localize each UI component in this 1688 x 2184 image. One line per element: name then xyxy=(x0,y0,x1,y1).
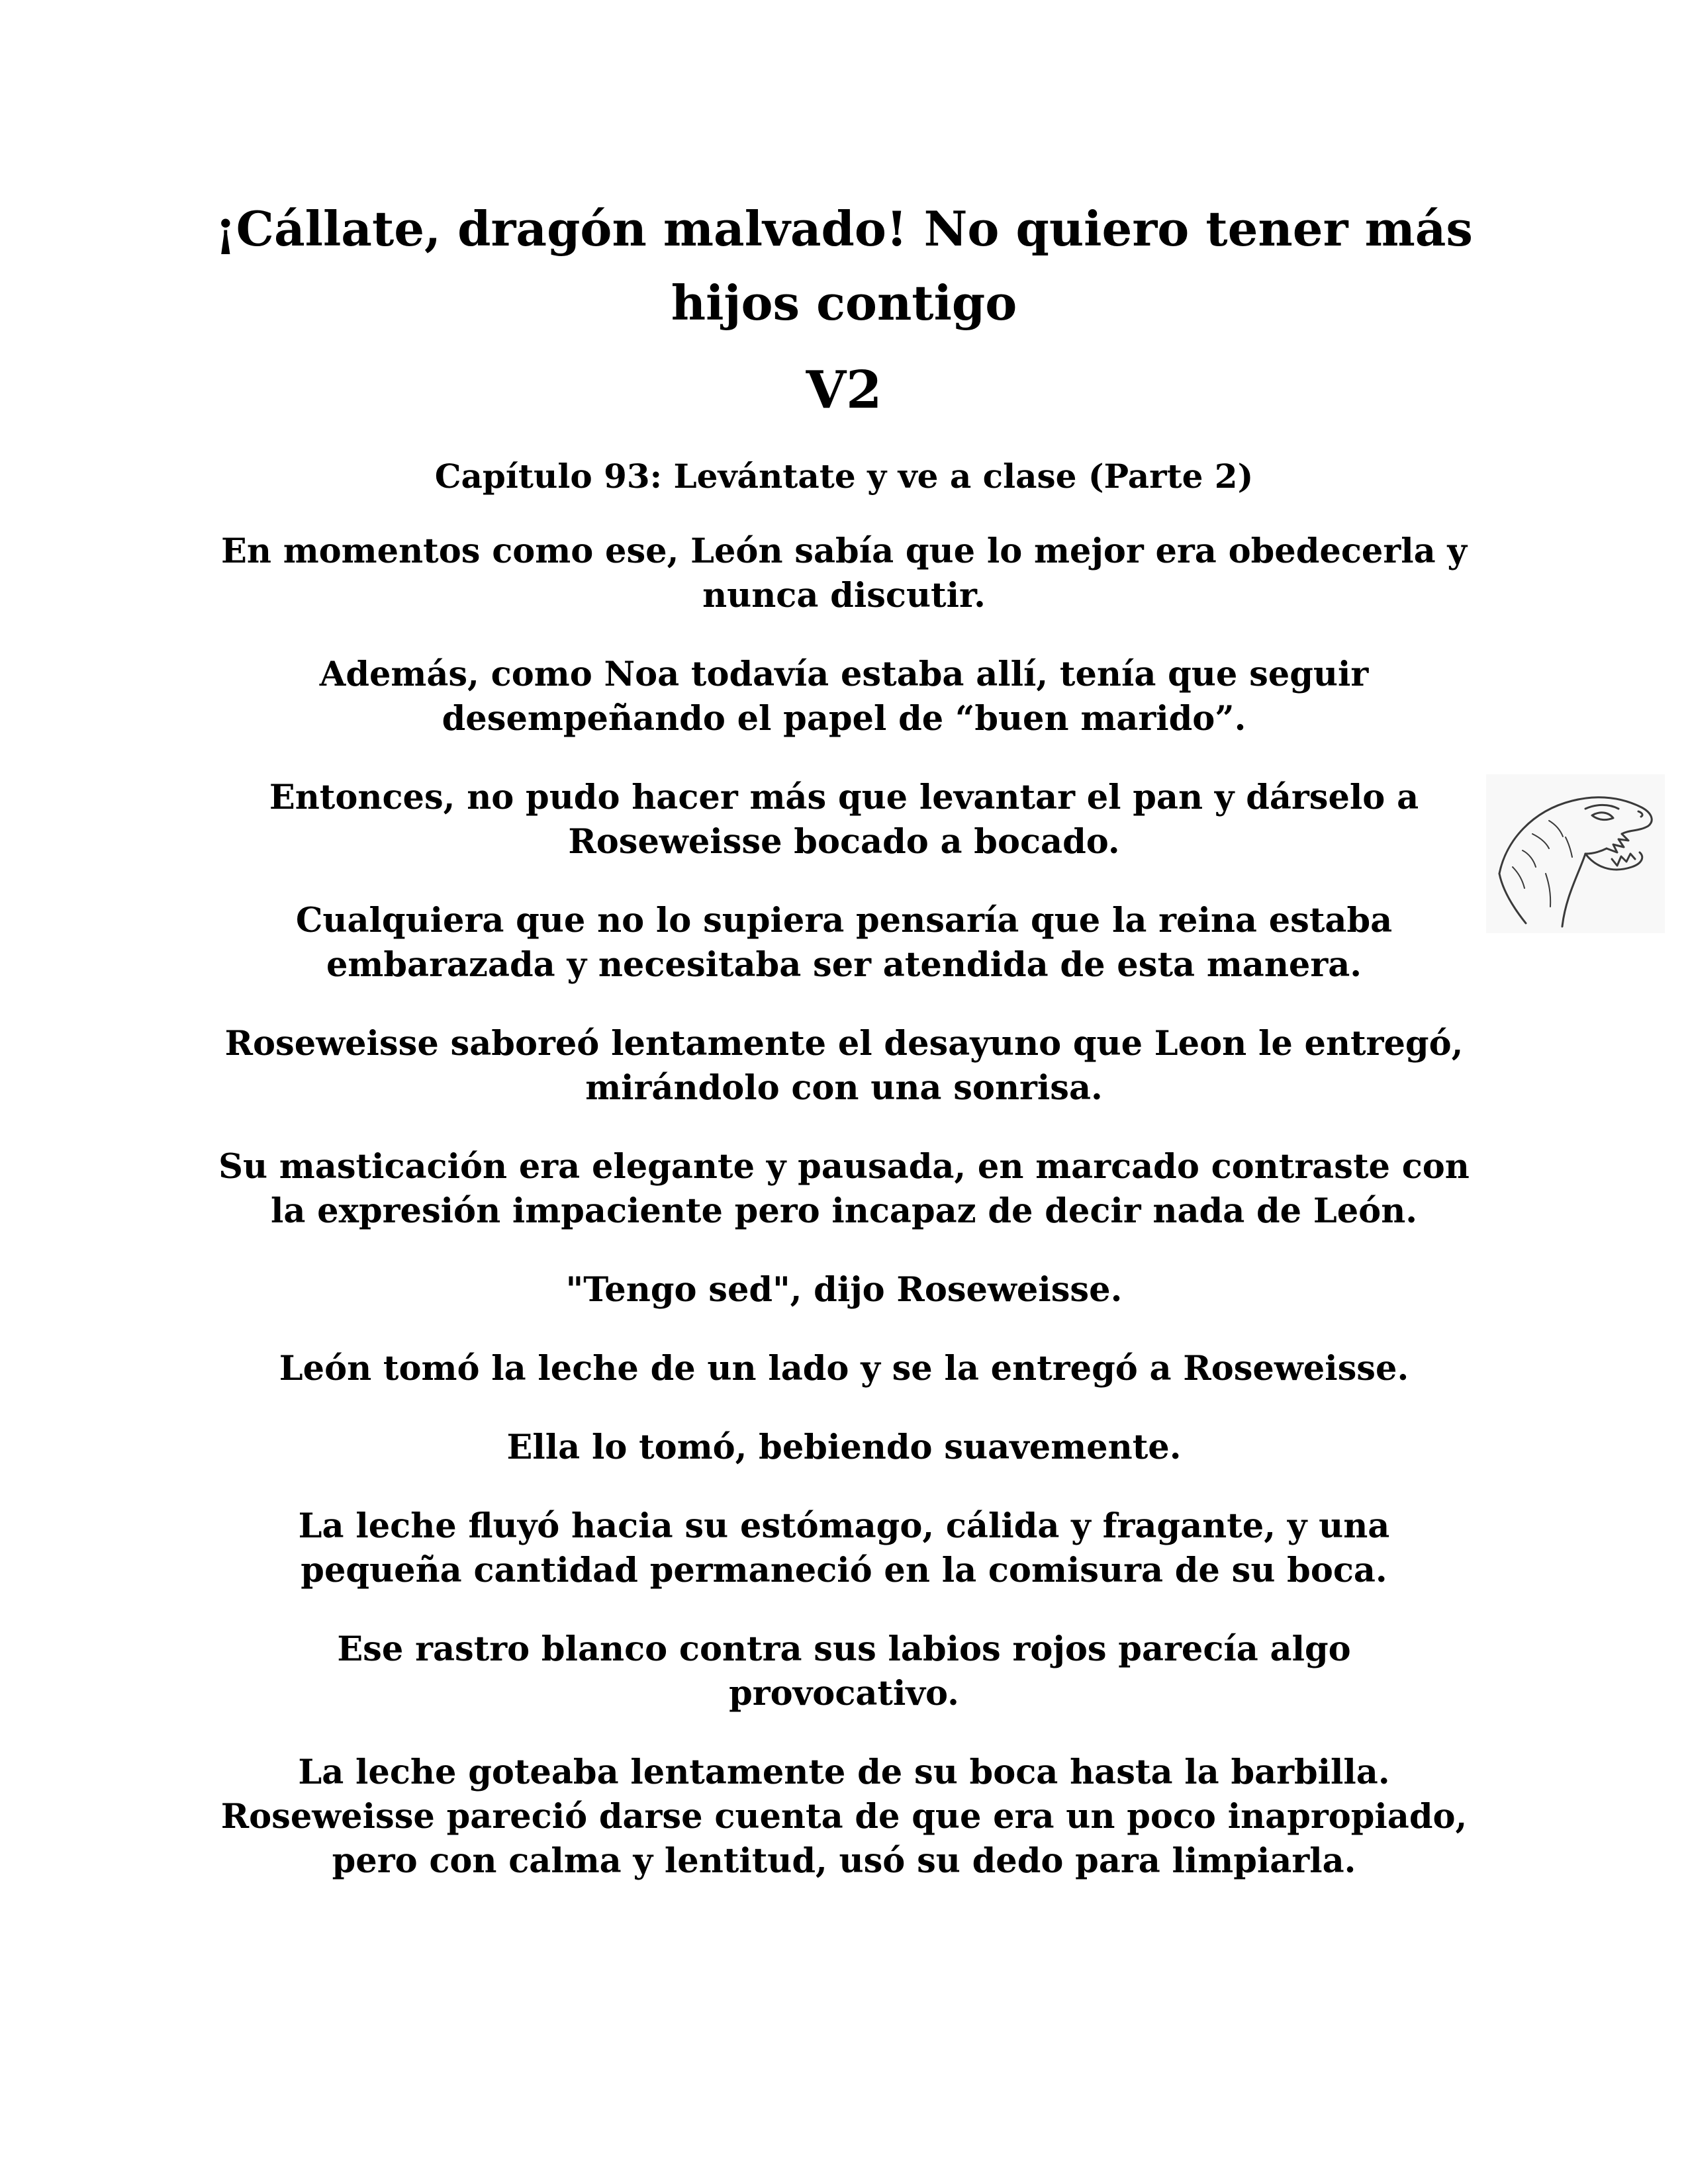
paragraph: Roseweisse saboreó lentamente el desayuno que Leon le entregó, mirándolo con una sonrisa. xyxy=(224,1024,1464,1108)
paragraph: La leche goteaba lentamente de su boca hasta la barbilla. Roseweisse pareció darse cuenta de que era un poco inapropiado, pero con calma y lentitud, usó su dedo para limpiarla. xyxy=(220,1752,1468,1881)
paragraph: Cualquiera que no lo supiera pensaría que la reina estaba embarazada y necesitaba ser atendida de esta manera. xyxy=(295,901,1393,985)
paragraph: "Tengo sed", dijo Roseweisse. xyxy=(565,1270,1123,1310)
dragon-head-sketch-icon xyxy=(1486,774,1665,933)
volume-label: V2 xyxy=(806,360,882,420)
paragraph: Entonces, no pudo hacer más que levantar el pan y dárselo a Roseweisse bocado a bocado. xyxy=(269,778,1419,862)
paragraph: La leche fluyó hacia su estómago, cálida y fragante, y una pequeña cantidad permaneció en la comisura de su boca. xyxy=(298,1506,1390,1590)
paragraph: Además, como Noa todavía estaba allí, tenía que seguir desempeñando el papel de “buen marido”. xyxy=(319,655,1369,739)
paragraph: En momentos como ese, León sabía que lo mejor era obedecerla y nunca discutir. xyxy=(220,531,1468,615)
document-title: ¡Cállate, dragón malvado! No quiero tener más hijos contigo xyxy=(215,201,1473,331)
paragraph: Ese rastro blanco contra sus labios rojos parecía algo provocativo. xyxy=(337,1629,1351,1713)
chapter-heading: Capítulo 93: Levántate y ve a clase (Parte 2) xyxy=(434,457,1254,496)
paragraph: León tomó la leche de un lado y se la entregó a Roseweisse. xyxy=(279,1349,1409,1388)
paragraph: Ella lo tomó, bebiendo suavemente. xyxy=(506,1428,1182,1467)
document-body xyxy=(218,529,1470,1918)
paragraph: Su masticación era elegante y pausada, en marcado contraste con la expresión impaciente pero incapaz de decir nada de León. xyxy=(218,1147,1470,1231)
